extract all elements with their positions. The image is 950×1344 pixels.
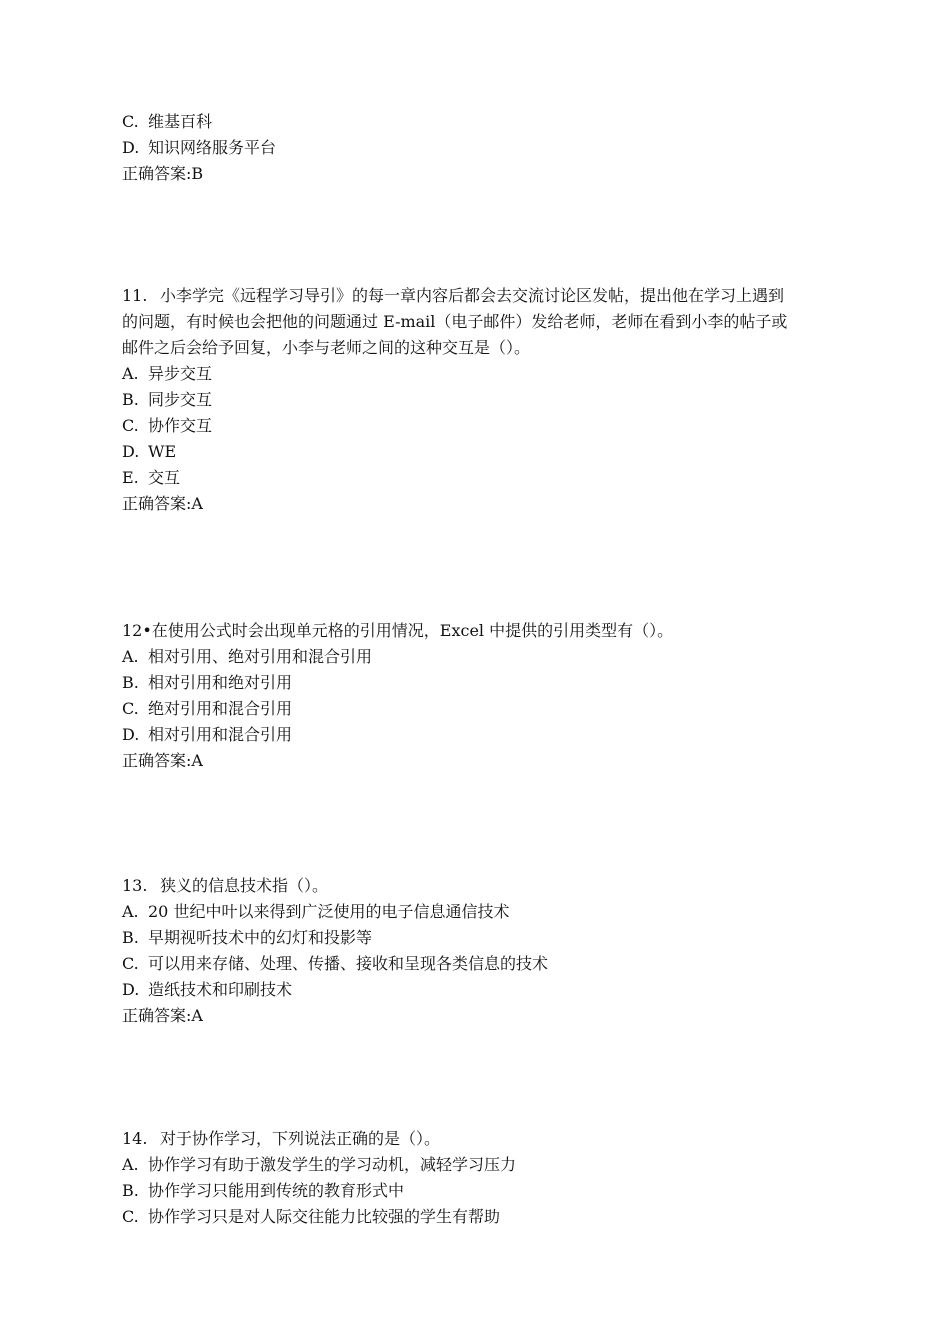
question-11 <box>122 283 832 517</box>
question-number: 14. <box>122 1129 148 1148</box>
option-text: 造纸技术和印刷技术 <box>148 980 293 999</box>
option-letter: D. <box>122 442 140 461</box>
question-number: 12• <box>122 621 152 640</box>
option-a <box>122 361 832 387</box>
option-letter: D. <box>122 980 140 999</box>
option-letter: C. <box>122 416 139 435</box>
option-text: 20 世纪中叶以来得到广泛使用的电子信息通信技术 <box>148 902 510 921</box>
option-letter: B. <box>122 673 139 692</box>
option-letter: B. <box>122 1181 139 1200</box>
option-letter: D. <box>122 138 140 157</box>
option-a <box>122 1152 832 1178</box>
question-13 <box>122 873 832 1029</box>
option-letter: A. <box>122 1155 139 1174</box>
option-text: 协作交互 <box>148 416 213 435</box>
option-text: 协作学习只是对人际交往能力比较强的学生有帮助 <box>148 1207 501 1226</box>
option-letter: C. <box>122 699 139 718</box>
answer-line: 正确答案:B <box>122 164 204 183</box>
question-number: 11. <box>122 286 148 305</box>
question-line: 邮件之后会给予回复，小李与老师之间的这种交互是（）。 <box>122 338 531 357</box>
option-letter: A. <box>122 364 139 383</box>
option-text: 维基百科 <box>148 112 213 131</box>
answer-line: 正确答案:A <box>122 1006 203 1025</box>
option-text: WE <box>148 442 177 461</box>
option-text: 早期视听技术中的幻灯和投影等 <box>148 928 373 947</box>
option-text: 同步交互 <box>148 390 213 409</box>
option-text: 相对引用、绝对引用和混合引用 <box>148 647 373 666</box>
question-line: 的问题，有时候也会把他的问题通过 E-mail（电子邮件）发给老师，老师在看到小李的帖子或 <box>122 312 788 331</box>
option-c <box>122 413 832 439</box>
option-text: 协作学习有助于激发学生的学习动机，减轻学习压力 <box>148 1155 517 1174</box>
option-letter: A. <box>122 902 139 921</box>
question-line <box>122 618 832 644</box>
option-c <box>122 109 832 135</box>
question-text: 在使用公式时会出现单元格的引用情况，Excel 中提供的引用类型有（）。 <box>151 621 674 640</box>
option-d <box>122 722 832 748</box>
question-line <box>122 283 832 309</box>
option-letter: A. <box>122 647 139 666</box>
option-d <box>122 439 832 465</box>
option-c <box>122 1204 832 1230</box>
option-text: 异步交互 <box>148 364 213 383</box>
question-12 <box>122 618 832 774</box>
question-14 <box>122 1126 832 1230</box>
option-letter: C. <box>122 954 139 973</box>
option-text: 相对引用和混合引用 <box>148 725 293 744</box>
option-text: 知识网络服务平台 <box>148 138 277 157</box>
question-text: 小李学完《远程学习导引》的每一章内容后都会去交流讨论区发帖，提出他在学习上遇到 <box>160 286 785 305</box>
question-line <box>122 873 832 899</box>
answer-line: 正确答案:A <box>122 494 203 513</box>
option-text: 绝对引用和混合引用 <box>148 699 293 718</box>
option-d <box>122 977 832 1003</box>
option-letter: C. <box>122 1207 139 1226</box>
option-a <box>122 899 832 925</box>
option-e <box>122 465 832 491</box>
question-text: 狭义的信息技术指（）。 <box>160 876 329 895</box>
option-letter: B. <box>122 928 139 947</box>
option-letter: E. <box>122 468 139 487</box>
option-c <box>122 696 832 722</box>
question-line <box>122 1126 832 1152</box>
option-a <box>122 644 832 670</box>
option-letter: B. <box>122 390 139 409</box>
option-letter: C. <box>122 112 139 131</box>
option-text: 协作学习只能用到传统的教育形式中 <box>148 1181 405 1200</box>
option-b <box>122 387 832 413</box>
question-text: 对于协作学习，下列说法正确的是（）。 <box>160 1129 441 1148</box>
option-letter: D. <box>122 725 140 744</box>
option-b <box>122 925 832 951</box>
option-d <box>122 135 832 161</box>
option-b <box>122 1178 832 1204</box>
option-text: 相对引用和绝对引用 <box>148 673 293 692</box>
question-10-fragment <box>122 109 832 187</box>
option-text: 可以用来存储、处理、传播、接收和呈现各类信息的技术 <box>148 954 549 973</box>
question-number: 13. <box>122 876 148 895</box>
answer-line: 正确答案:A <box>122 751 203 770</box>
option-c <box>122 951 832 977</box>
option-b <box>122 670 832 696</box>
option-text: 交互 <box>148 468 181 487</box>
